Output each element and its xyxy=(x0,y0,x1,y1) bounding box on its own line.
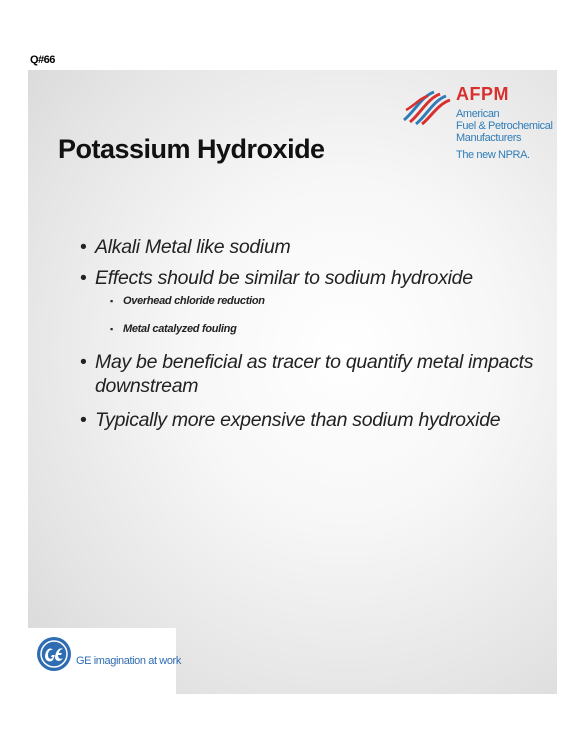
slide xyxy=(28,70,557,694)
question-number: Q#66 xyxy=(30,54,55,66)
sub-bullet-item: ▪ Metal catalyzed fouling xyxy=(80,322,540,336)
sub-bullet-item: ▪ Overhead chloride reduction xyxy=(80,294,540,308)
afpm-subline: Manufacturers xyxy=(456,132,522,144)
afpm-flag-swoosh-icon xyxy=(402,86,452,126)
afpm-tagline: The new NPRA. xyxy=(456,149,530,161)
ge-tagline: GE imagination at work xyxy=(76,655,181,667)
ge-monogram-icon xyxy=(36,636,72,672)
bullet-item: • Effects should be similar to sodium hydroxide xyxy=(80,266,540,290)
slide-title: Potassium Hydroxide xyxy=(58,134,325,164)
afpm-logo xyxy=(402,80,552,190)
afpm-subline: American xyxy=(456,108,500,120)
bullet-item: • Typically more expensive than sodium hydroxide xyxy=(80,408,540,432)
afpm-name: AFPM xyxy=(456,84,509,104)
afpm-subline: Fuel & Petrochemical xyxy=(456,120,553,132)
bullet-list xyxy=(80,235,540,439)
bullet-item: • Alkali Metal like sodium xyxy=(80,235,540,259)
bullet-item: • May be beneficial as tracer to quantify metal impacts downstream xyxy=(80,350,540,398)
ge-footer-logo xyxy=(28,628,181,694)
